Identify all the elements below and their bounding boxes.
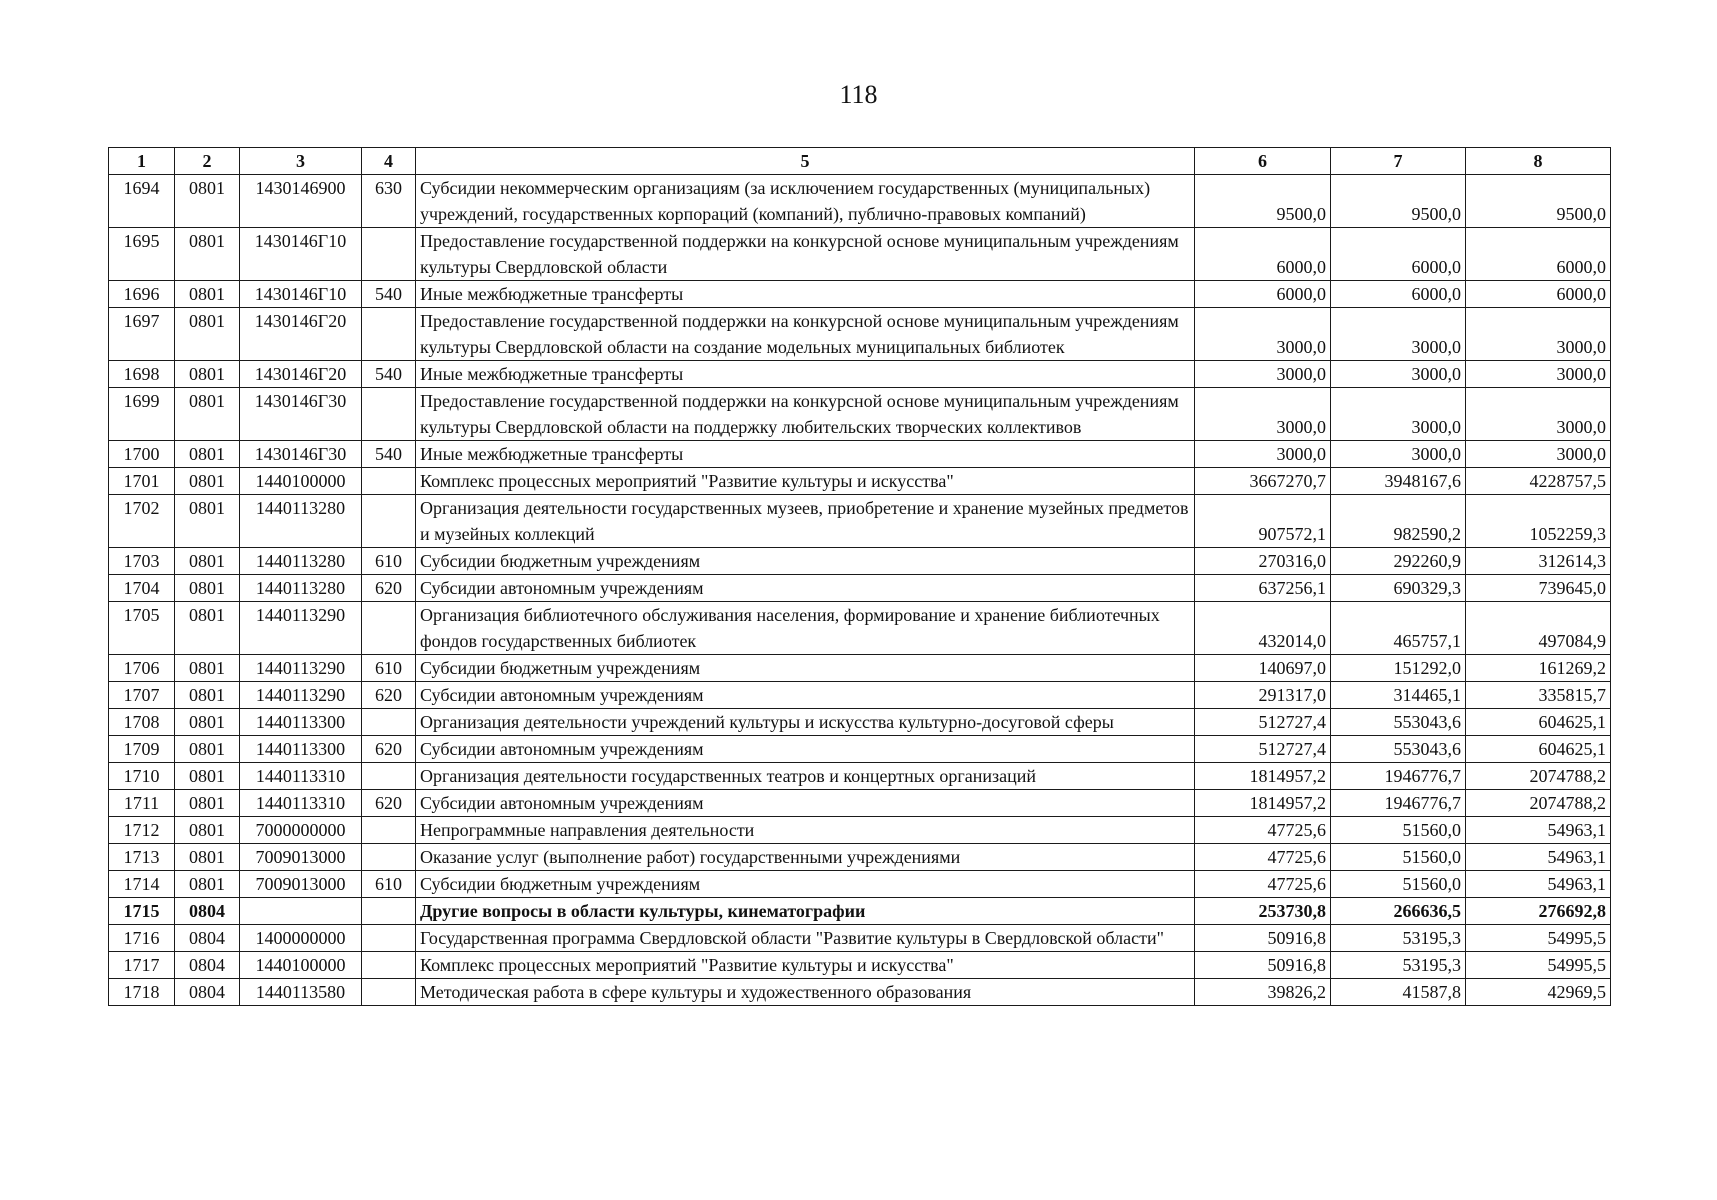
table-row [109, 790, 1611, 817]
amount-col-7-cell: 6000,0 [1331, 228, 1466, 281]
expense-type-cell [362, 952, 416, 979]
header-col-7: 7 [1331, 148, 1466, 175]
amount-col-8-cell: 335815,7 [1466, 682, 1611, 709]
amount-col-8-cell: 604625,1 [1466, 709, 1611, 736]
amount-col-7-cell: 982590,2 [1331, 495, 1466, 548]
table-row [109, 952, 1611, 979]
amount-col-8-cell: 54963,1 [1466, 871, 1611, 898]
amount-col-8-cell: 3000,0 [1466, 388, 1611, 441]
section-code-cell: 0801 [175, 388, 240, 441]
amount-col-7-cell: 3000,0 [1331, 308, 1466, 361]
row-number-cell: 1703 [109, 548, 175, 575]
amount-col-7-cell: 465757,1 [1331, 602, 1466, 655]
amount-col-8-cell: 54963,1 [1466, 844, 1611, 871]
row-number-cell: 1704 [109, 575, 175, 602]
row-number-cell: 1709 [109, 736, 175, 763]
target-code-cell: 1440113300 [240, 736, 362, 763]
expense-type-cell [362, 817, 416, 844]
header-col-1: 1 [109, 148, 175, 175]
expense-type-cell [362, 925, 416, 952]
target-code-cell: 1440100000 [240, 952, 362, 979]
amount-col-6-cell: 1814957,2 [1195, 763, 1331, 790]
table-row [109, 575, 1611, 602]
amount-col-6-cell: 47725,6 [1195, 817, 1331, 844]
amount-col-8-cell: 3000,0 [1466, 361, 1611, 388]
item-name-cell: Субсидии бюджетным учреждениям [416, 655, 1195, 682]
table-row [109, 925, 1611, 952]
item-name-cell: Комплекс процессных мероприятий "Развитие культуры и искусства" [416, 952, 1195, 979]
amount-col-7-cell: 53195,3 [1331, 925, 1466, 952]
amount-col-6-cell: 47725,6 [1195, 844, 1331, 871]
item-name-cell: Субсидии бюджетным учреждениям [416, 548, 1195, 575]
expense-type-cell [362, 898, 416, 925]
row-number-cell: 1702 [109, 495, 175, 548]
expense-type-cell: 620 [362, 790, 416, 817]
expense-type-cell: 540 [362, 281, 416, 308]
row-number-cell: 1706 [109, 655, 175, 682]
row-number-cell: 1708 [109, 709, 175, 736]
section-code-cell: 0801 [175, 736, 240, 763]
item-name-cell: Комплекс процессных мероприятий "Развитие культуры и искусства" [416, 468, 1195, 495]
expense-type-cell [362, 228, 416, 281]
item-name-cell: Предоставление государственной поддержки на конкурсной основе муниципальным учреждениям культуры Свердловской области на поддержку любительских творческих коллективов [416, 388, 1195, 441]
amount-col-6-cell: 253730,8 [1195, 898, 1331, 925]
amount-col-8-cell: 6000,0 [1466, 228, 1611, 281]
expense-type-cell [362, 468, 416, 495]
expense-type-cell [362, 388, 416, 441]
section-code-cell: 0801 [175, 495, 240, 548]
row-number-cell: 1713 [109, 844, 175, 871]
target-code-cell: 1440100000 [240, 468, 362, 495]
table-row [109, 548, 1611, 575]
row-number-cell: 1697 [109, 308, 175, 361]
amount-col-6-cell: 3667270,7 [1195, 468, 1331, 495]
table-row [109, 709, 1611, 736]
table-header-row [109, 148, 1611, 175]
amount-col-7-cell: 3000,0 [1331, 441, 1466, 468]
amount-col-7-cell: 51560,0 [1331, 871, 1466, 898]
amount-col-6-cell: 6000,0 [1195, 281, 1331, 308]
item-name-cell: Оказание услуг (выполнение работ) государственными учреждениями [416, 844, 1195, 871]
item-name-cell: Субсидии автономным учреждениям [416, 682, 1195, 709]
amount-col-7-cell: 1946776,7 [1331, 763, 1466, 790]
target-code-cell: 1400000000 [240, 925, 362, 952]
amount-col-7-cell: 53195,3 [1331, 952, 1466, 979]
item-name-cell: Непрограммные направления деятельности [416, 817, 1195, 844]
section-code-cell: 0801 [175, 602, 240, 655]
section-code-cell: 0801 [175, 817, 240, 844]
section-code-cell: 0801 [175, 655, 240, 682]
section-code-cell: 0801 [175, 468, 240, 495]
table-row [109, 361, 1611, 388]
amount-col-6-cell: 140697,0 [1195, 655, 1331, 682]
item-name-cell: Субсидии автономным учреждениям [416, 736, 1195, 763]
item-name-cell: Иные межбюджетные трансферты [416, 361, 1195, 388]
header-col-2: 2 [175, 148, 240, 175]
amount-col-8-cell: 9500,0 [1466, 175, 1611, 228]
amount-col-8-cell: 161269,2 [1466, 655, 1611, 682]
table-row [109, 175, 1611, 228]
amount-col-7-cell: 41587,8 [1331, 979, 1466, 1006]
amount-col-6-cell: 39826,2 [1195, 979, 1331, 1006]
amount-col-8-cell: 3000,0 [1466, 441, 1611, 468]
expense-type-cell: 540 [362, 441, 416, 468]
expense-type-cell: 610 [362, 655, 416, 682]
header-col-3: 3 [240, 148, 362, 175]
amount-col-8-cell: 2074788,2 [1466, 790, 1611, 817]
amount-col-7-cell: 266636,5 [1331, 898, 1466, 925]
item-name-cell: Субсидии автономным учреждениям [416, 790, 1195, 817]
section-code-cell: 0801 [175, 281, 240, 308]
amount-col-6-cell: 9500,0 [1195, 175, 1331, 228]
expense-type-cell: 630 [362, 175, 416, 228]
budget-table [108, 147, 1611, 1006]
amount-col-8-cell: 497084,9 [1466, 602, 1611, 655]
amount-col-6-cell: 3000,0 [1195, 361, 1331, 388]
target-code-cell: 1430146Г10 [240, 281, 362, 308]
item-name-cell: Государственная программа Свердловской области "Развитие культуры в Свердловской области" [416, 925, 1195, 952]
amount-col-8-cell: 1052259,3 [1466, 495, 1611, 548]
amount-col-6-cell: 270316,0 [1195, 548, 1331, 575]
expense-type-cell: 610 [362, 871, 416, 898]
section-code-cell: 0801 [175, 790, 240, 817]
item-name-cell: Субсидии бюджетным учреждениям [416, 871, 1195, 898]
table-row [109, 281, 1611, 308]
amount-col-8-cell: 54995,5 [1466, 952, 1611, 979]
amount-col-8-cell: 54995,5 [1466, 925, 1611, 952]
expense-type-cell [362, 979, 416, 1006]
header-col-5: 5 [416, 148, 1195, 175]
amount-col-7-cell: 292260,9 [1331, 548, 1466, 575]
target-code-cell: 1440113580 [240, 979, 362, 1006]
target-code-cell: 1440113290 [240, 655, 362, 682]
amount-col-6-cell: 512727,4 [1195, 736, 1331, 763]
row-number-cell: 1696 [109, 281, 175, 308]
amount-col-6-cell: 3000,0 [1195, 441, 1331, 468]
header-col-6: 6 [1195, 148, 1331, 175]
amount-col-8-cell: 3000,0 [1466, 308, 1611, 361]
target-code-cell: 1440113290 [240, 682, 362, 709]
row-number-cell: 1694 [109, 175, 175, 228]
amount-col-7-cell: 690329,3 [1331, 575, 1466, 602]
expense-type-cell [362, 495, 416, 548]
amount-col-6-cell: 637256,1 [1195, 575, 1331, 602]
target-code-cell: 7009013000 [240, 844, 362, 871]
target-code-cell: 1430146Г30 [240, 441, 362, 468]
amount-col-7-cell: 3948167,6 [1331, 468, 1466, 495]
target-code-cell: 7000000000 [240, 817, 362, 844]
row-number-cell: 1705 [109, 602, 175, 655]
table-row [109, 682, 1611, 709]
expense-type-cell: 610 [362, 548, 416, 575]
row-number-cell: 1699 [109, 388, 175, 441]
section-code-cell: 0801 [175, 871, 240, 898]
expense-type-cell: 620 [362, 682, 416, 709]
expense-type-cell: 540 [362, 361, 416, 388]
amount-col-8-cell: 6000,0 [1466, 281, 1611, 308]
section-code-cell: 0801 [175, 441, 240, 468]
row-number-cell: 1716 [109, 925, 175, 952]
item-name-cell: Иные межбюджетные трансферты [416, 281, 1195, 308]
amount-col-7-cell: 3000,0 [1331, 388, 1466, 441]
section-code-cell: 0801 [175, 575, 240, 602]
table-row [109, 441, 1611, 468]
expense-type-cell [362, 709, 416, 736]
target-code-cell: 1440113280 [240, 575, 362, 602]
target-code-cell: 1440113300 [240, 709, 362, 736]
table-row [109, 871, 1611, 898]
target-code-cell: 1440113310 [240, 790, 362, 817]
row-number-cell: 1701 [109, 468, 175, 495]
target-code-cell: 1440113290 [240, 602, 362, 655]
amount-col-8-cell: 4228757,5 [1466, 468, 1611, 495]
amount-col-8-cell: 42969,5 [1466, 979, 1611, 1006]
row-number-cell: 1712 [109, 817, 175, 844]
target-code-cell [240, 898, 362, 925]
item-name-cell: Организация деятельности государственных музеев, приобретение и хранение музейных предметов и музейных коллекций [416, 495, 1195, 548]
amount-col-8-cell: 604625,1 [1466, 736, 1611, 763]
row-number-cell: 1711 [109, 790, 175, 817]
row-number-cell: 1710 [109, 763, 175, 790]
table-row [109, 655, 1611, 682]
table-row [109, 388, 1611, 441]
expense-type-cell: 620 [362, 575, 416, 602]
row-number-cell: 1698 [109, 361, 175, 388]
amount-col-8-cell: 739645,0 [1466, 575, 1611, 602]
section-code-cell: 0804 [175, 898, 240, 925]
target-code-cell: 7009013000 [240, 871, 362, 898]
expense-type-cell [362, 602, 416, 655]
section-code-cell: 0801 [175, 228, 240, 281]
table-row [109, 736, 1611, 763]
amount-col-7-cell: 151292,0 [1331, 655, 1466, 682]
section-code-cell: 0804 [175, 952, 240, 979]
amount-col-8-cell: 312614,3 [1466, 548, 1611, 575]
table-body [109, 175, 1611, 1006]
amount-col-8-cell: 2074788,2 [1466, 763, 1611, 790]
amount-col-8-cell: 54963,1 [1466, 817, 1611, 844]
amount-col-7-cell: 9500,0 [1331, 175, 1466, 228]
target-code-cell: 1440113280 [240, 548, 362, 575]
amount-col-7-cell: 553043,6 [1331, 736, 1466, 763]
amount-col-8-cell: 276692,8 [1466, 898, 1611, 925]
amount-col-6-cell: 3000,0 [1195, 308, 1331, 361]
amount-col-7-cell: 553043,6 [1331, 709, 1466, 736]
target-code-cell: 1440113280 [240, 495, 362, 548]
row-number-cell: 1717 [109, 952, 175, 979]
amount-col-6-cell: 50916,8 [1195, 952, 1331, 979]
target-code-cell: 1430146Г20 [240, 361, 362, 388]
expense-type-cell [362, 763, 416, 790]
amount-col-6-cell: 50916,8 [1195, 925, 1331, 952]
amount-col-6-cell: 3000,0 [1195, 388, 1331, 441]
section-code-cell: 0801 [175, 844, 240, 871]
item-name-cell: Другие вопросы в области культуры, кинематографии [416, 898, 1195, 925]
amount-col-7-cell: 51560,0 [1331, 817, 1466, 844]
table-row [109, 817, 1611, 844]
amount-col-7-cell: 314465,1 [1331, 682, 1466, 709]
target-code-cell: 1430146Г20 [240, 308, 362, 361]
table-row [109, 979, 1611, 1006]
amount-col-7-cell: 6000,0 [1331, 281, 1466, 308]
row-number-cell: 1714 [109, 871, 175, 898]
item-name-cell: Предоставление государственной поддержки на конкурсной основе муниципальным учреждениям культуры Свердловской области [416, 228, 1195, 281]
target-code-cell: 1440113310 [240, 763, 362, 790]
item-name-cell: Методическая работа в сфере культуры и художественного образования [416, 979, 1195, 1006]
row-number-cell: 1700 [109, 441, 175, 468]
table-row [109, 495, 1611, 548]
row-number-cell: 1707 [109, 682, 175, 709]
section-code-cell: 0804 [175, 925, 240, 952]
item-name-cell: Субсидии некоммерческим организациям (за исключением государственных (муниципальных) учреждений, государственных корпораций (компаний), публично-правовых компаний) [416, 175, 1195, 228]
amount-col-6-cell: 512727,4 [1195, 709, 1331, 736]
section-code-cell: 0801 [175, 175, 240, 228]
section-code-cell: 0801 [175, 361, 240, 388]
expense-type-cell [362, 308, 416, 361]
amount-col-6-cell: 291317,0 [1195, 682, 1331, 709]
item-name-cell: Организация деятельности государственных театров и концертных организаций [416, 763, 1195, 790]
row-number-cell: 1718 [109, 979, 175, 1006]
amount-col-6-cell: 47725,6 [1195, 871, 1331, 898]
table-row [109, 844, 1611, 871]
header-col-8: 8 [1466, 148, 1611, 175]
header-col-4: 4 [362, 148, 416, 175]
section-code-cell: 0801 [175, 548, 240, 575]
target-code-cell: 1430146900 [240, 175, 362, 228]
amount-col-6-cell: 6000,0 [1195, 228, 1331, 281]
item-name-cell: Организация библиотечного обслуживания населения, формирование и хранение библиотечных фондов государственных библиотек [416, 602, 1195, 655]
row-number-cell: 1695 [109, 228, 175, 281]
item-name-cell: Предоставление государственной поддержки на конкурсной основе муниципальным учреждениям культуры Свердловской области на создание модельных муниципальных библиотек [416, 308, 1195, 361]
target-code-cell: 1430146Г10 [240, 228, 362, 281]
amount-col-6-cell: 907572,1 [1195, 495, 1331, 548]
amount-col-7-cell: 1946776,7 [1331, 790, 1466, 817]
expense-type-cell: 620 [362, 736, 416, 763]
expense-type-cell [362, 844, 416, 871]
section-code-cell: 0804 [175, 979, 240, 1006]
table-row [109, 602, 1611, 655]
table-row [109, 308, 1611, 361]
section-code-cell: 0801 [175, 709, 240, 736]
target-code-cell: 1430146Г30 [240, 388, 362, 441]
table-row [109, 898, 1611, 925]
page-number: 118 [839, 80, 878, 109]
row-number-cell: 1715 [109, 898, 175, 925]
item-name-cell: Субсидии автономным учреждениям [416, 575, 1195, 602]
amount-col-6-cell: 1814957,2 [1195, 790, 1331, 817]
item-name-cell: Иные межбюджетные трансферты [416, 441, 1195, 468]
amount-col-6-cell: 432014,0 [1195, 602, 1331, 655]
section-code-cell: 0801 [175, 682, 240, 709]
section-code-cell: 0801 [175, 308, 240, 361]
table-row [109, 228, 1611, 281]
item-name-cell: Организация деятельности учреждений культуры и искусства культурно-досуговой сферы [416, 709, 1195, 736]
section-code-cell: 0801 [175, 763, 240, 790]
table-row [109, 468, 1611, 495]
amount-col-7-cell: 51560,0 [1331, 844, 1466, 871]
table-row [109, 763, 1611, 790]
amount-col-7-cell: 3000,0 [1331, 361, 1466, 388]
